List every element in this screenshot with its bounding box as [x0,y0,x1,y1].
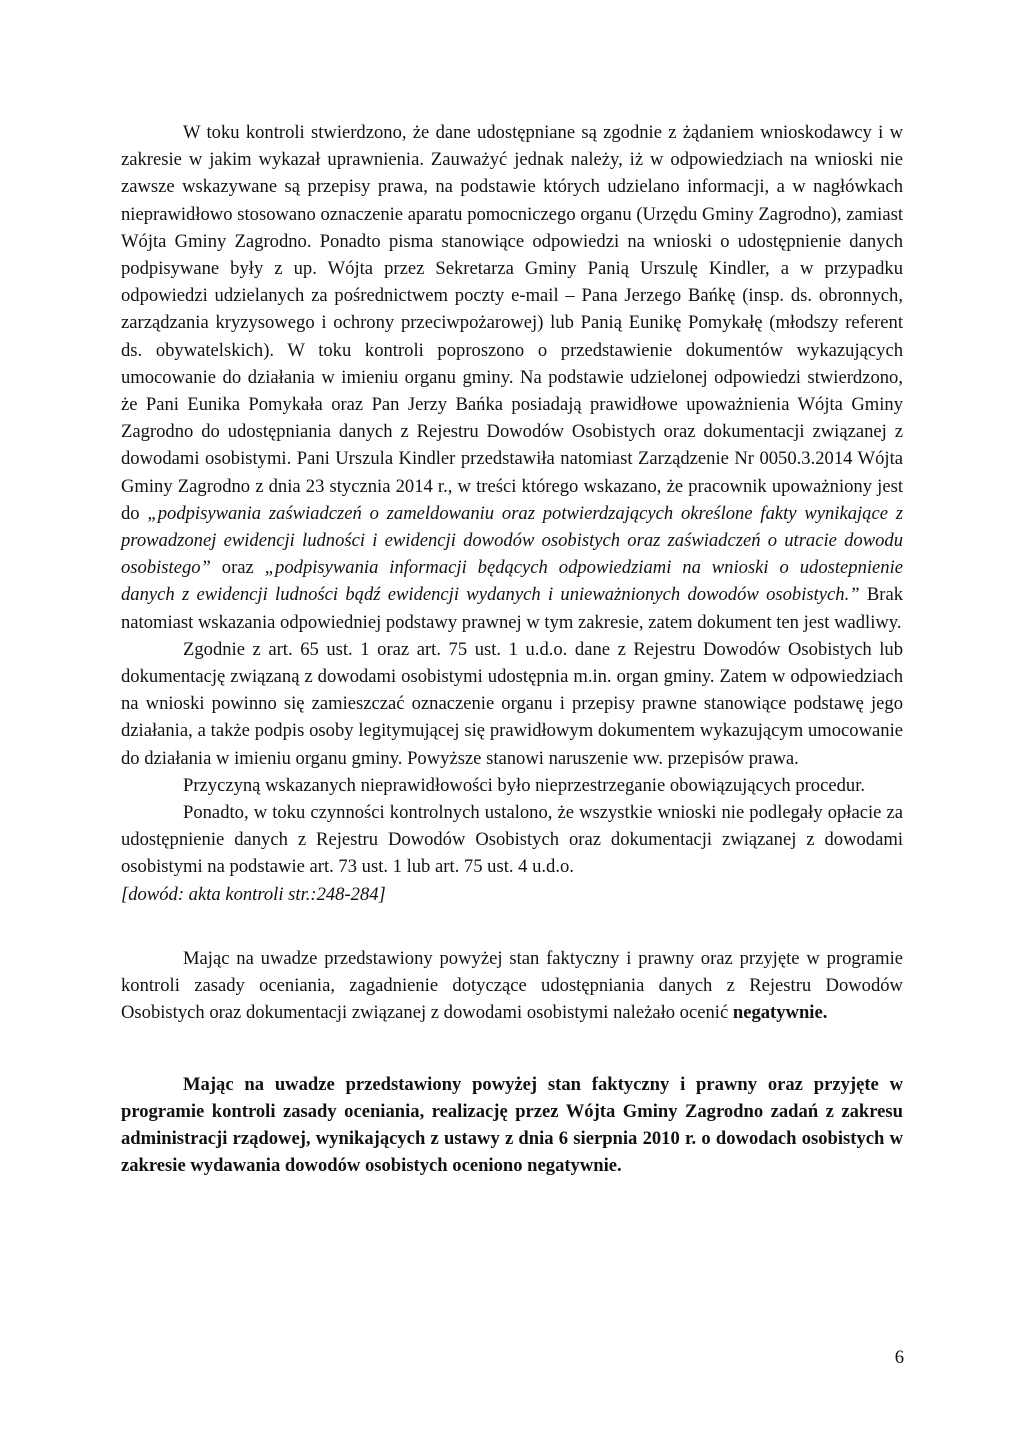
paragraph-final-assessment: Mając na uwadze przedstawiony powyżej stan faktyczny i prawny oraz przyjęte w programie kontroli zasady oceniania, realizację przez Wójta Gminy Zagrodno zadań z zakresu administracji rządowej, wynikających z ustawy z dnia 6 sierpnia 2010 r. o dowodach osobistych w zakresie wydawania dowodów osobistych oceniono negatywnie. [121,1073,903,1177]
paragraph-control-findings [121,119,903,636]
evidence-reference: [dowód: akta kontroli str.:248-284] [121,883,386,905]
paragraph-text: Brak natomiast wskazania odpowiedniej podstawy prawnej w tym zakresie, zatem dokument ten jest wadliwy. [121,584,903,633]
quote-text: „podpisywania informacji będących odpowiedziami na wnioski o udostepnienie danych z ewidencji ludności bądź ewidencji wydanych i unieważnionych dowodów osobistych.” [121,557,903,606]
paragraph-text: oraz [210,557,265,579]
paragraph-legal-basis: Zgodnie z art. 65 ust. 1 oraz art. 75 ust. 1 u.d.o. dane z Rejestru Dowodów Osobistych lub dokumentację związaną z dowodami osobistymi udostępnia m.in. organ gminy. Zatem w odpowiedziach na wnioski powinno się zamieszczać oznaczenie organu i przepisy prawne stanowiące podstawę jego działania, a także podpis osoby legitymującej się prawidłowym dokumentem wykazującym umocowanie do działania w imieniu organu gminy. Powyższe stanowi naruszenie ww. przepisów prawa. [121,638,903,769]
paragraph-text: W toku kontroli stwierdzono, że dane udostępniane są zgodnie z żądaniem wnioskodawcy i w zakresie w jakim wykazał uprawnienia. Zauważyć jednak należy, iż w odpowiedziach na wnioski nie zawsze wskazywane są przepisy prawa, na podstawie których udzielano informacji, a w nagłówkach nieprawidłowo stosowano oznaczenie aparatu pomocniczego organu (Urzędu Gminy Zagrodno), zamiast Wójta Gminy Zagrodno. Ponadto pisma stanowiące odpowiedzi na wnioski o udostępnienie danych podpisywane były z up. Wójta przez Sekretarza Gminy Panią Urszulę Kindler, a w przypadku odpowiedzi udzielanych za pośrednictwem poczty e-mail – Pana Jerzego Bańkę (insp. ds. obronnych, zarządzania kryzysowego i ochrony przeciwpożarowej) lub Panią Eunikę Pomykałę (młodszy referent ds. obywatelskich). W toku kontroli poproszono o przedstawienie dokumentów wykazujących umocowanie do działania w imieniu organu gminy. Na podstawie udzielonej odpowiedzi stwierdzono, że Pani Eunika Pomykała oraz Pan Jerzy Bańka posiadają prawidłowe upoważnienia Wójta Gminy Zagrodno do udostępniania danych z Rejestru Dowodów Osobistych oraz dokumentacji związanej z dowodami osobistymi. Pani Urszula Kindler przedstawiła natomiast Zarządzenie Nr 0050.3.2014 Wójta Gminy Zagrodno z dnia 23 stycznia 2014 r., w treści którego wskazano, że pracownik upoważniony jest do [121,122,903,524]
paragraph-assessment [121,945,903,1027]
document-body [121,119,903,1179]
assessment-result: negatywnie. [732,1002,828,1024]
paragraph-text: Mając na uwadze przedstawiony powyżej stan faktyczny i prawny oraz przyjęte w programie kontroli zasady oceniania, zagadnienie dotyczące udostępniania danych z Rejestru Dowodów Osobistych oraz dokumentacji związanej z dowodami osobistymi należało ocenić [121,947,903,1024]
page-number: 6 [894,1347,904,1368]
paragraph-cause: Przyczyną wskazanych nieprawidłowości było nieprzestrzeganie obowiązujących procedur. [183,774,866,796]
paragraph-fees: Ponadto, w toku czynności kontrolnych ustalono, że wszystkie wnioski nie podlegały opłacie za udostępnienie danych z Rejestru Dowodów Osobistych oraz dokumentacji związanej z dowodami osobistymi na podstawie art. 73 ust. 1 lub art. 75 ust. 4 u.d.o. [121,802,903,878]
quote-text: „podpisywania zaświadczeń o zameldowaniu oraz potwierdzających określone fakty wynikające z prowadzonej ewidencji ludności i ewidencji dowodów osobistych oraz zaświadczeń o utracie dowodu osobistego” [121,502,903,579]
